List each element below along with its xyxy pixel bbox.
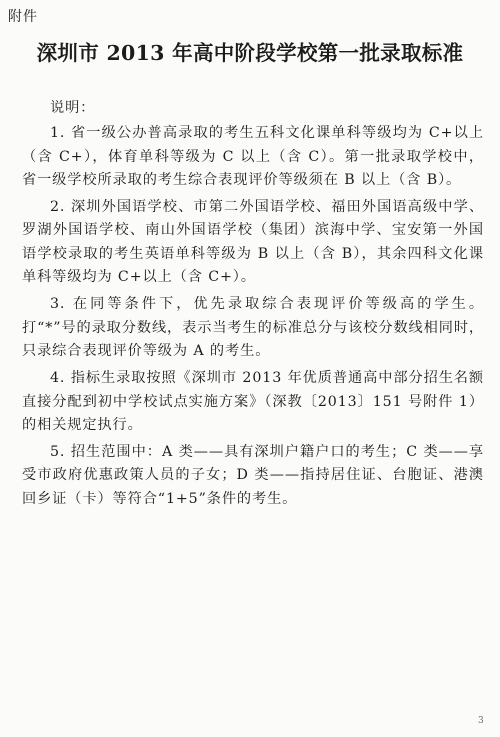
document-title: 深圳市 2013 年高中阶段学校第一批录取标准: [36, 41, 464, 65]
document-body: [22, 97, 484, 515]
intro-label: 说明：: [50, 100, 96, 116]
paragraph-1: 1. 省一级公办普高录取的考生五科文化课单科等级均为 C+以上（含 C+），体育单科等级为 C 以上（含 C）。第一批录取学校中，省一级学校所录取的考生综合表现评价等级须在 B 以上（含 B）。: [22, 125, 484, 188]
paragraph-2: 2. 深圳外国语学校、市第二外国语学校、福田外国语高级中学、罗湖外国语学校、南山外国语学校（集团）滨海中学、宝安第一外国语学校录取的考生英语单科等级为 B 以上（含 B），其余四科文化课单科等级均为 C+以上（含 C+）。: [22, 199, 484, 286]
attachment-label: 附件: [8, 9, 38, 25]
paragraph-5: 5. 招生范围中：A 类——具有深圳户籍户口的考生；C 类——享受市政府优惠政策人员的子女；D 类——指持居住证、台胞证、港澳回乡证（卡）等符合“1+5”条件的考生。: [22, 444, 484, 507]
page-number: 3: [478, 716, 484, 726]
paragraph-4: 4. 指标生录取按照《深圳市 2013 年优质普通高中部分招生名额直接分配到初中学校试点实施方案》（深教〔2013〕151 号附件 1）的相关规定执行。: [22, 370, 484, 433]
paragraph-3: 3. 在同等条件下，优先录取综合表现评价等级高的学生。打“*”号的录取分数线，表示当考生的标准总分与该校分数线相同时，只录综合表现评价等级为 A 的考生。: [22, 296, 484, 359]
